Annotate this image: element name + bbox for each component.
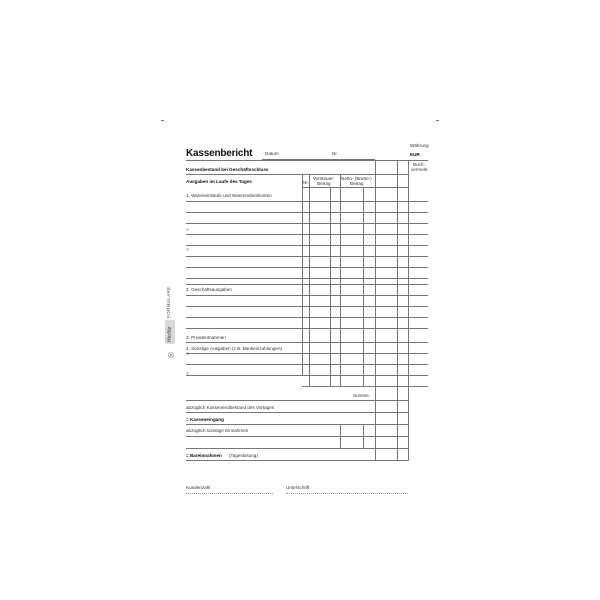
row-line [186,353,428,354]
row-line [186,375,428,376]
bareinnahmen-line [186,460,408,461]
brand-mark-icon [168,345,174,351]
row-line [186,234,428,235]
row-line [186,278,428,279]
unterschrift-line[interactable] [286,493,408,494]
row-line [186,284,428,285]
col-vorsteuer-header-2: Betrag [317,181,331,186]
row-line [186,306,428,307]
column-line-amount-left [375,160,376,461]
row-line [302,386,428,387]
corner-mark-right [436,120,439,121]
row-line [186,328,428,329]
column-line-netto-left [340,174,341,386]
column-line-nr [302,174,303,376]
kundenzahl-label: Kundenzahl [186,485,211,490]
section-4-label: 4. Sonstige Ausgaben (z.B. Bankeinzahlungen) [186,346,283,351]
summe-label: Summe [353,393,369,398]
abzueglich-line [186,412,408,413]
row-line [186,201,428,202]
section-1-label: 1. Wareneinkäufe und Warennebenkosten [186,193,272,198]
section-3-label: 3. Privatentnahmen [186,335,226,340]
header-bottom-line [302,187,408,188]
row-line [186,364,428,365]
ausgaben-label: Ausgaben im Laufe des Tages [186,179,252,184]
punch-hole-upper [186,248,189,251]
buchvermerk-label-2: vermerk [411,167,428,172]
brand-logo-text: Herlitz [167,326,173,342]
row-line [186,223,428,224]
waehrung-value: EUR [410,152,420,157]
column-line-vorsteuer-sep [330,187,331,386]
sonstige-einnahmen-line-1 [186,436,408,437]
section-2-label: 2. Geschäftsausgaben [186,287,232,292]
column-line-amount-sep [397,160,398,461]
punch-hole-top [186,228,189,231]
top-border [186,160,428,161]
column-line-vorsteuer-left [309,174,310,386]
buchvermerk-label-1: Buch- [413,162,426,167]
sonstige-einnahmen-label: abzüglich sonstige Einnahmen [186,428,249,433]
row-line [186,317,428,318]
datum-label: Datum [265,151,279,156]
nr-label: Nr. [332,151,338,156]
column-line-buchvermerk [408,160,409,461]
row-line [186,245,428,246]
abzueglich-label: abzüglich Kassenendbestand des Vortages [186,405,275,410]
kasseneingang-line [186,424,408,425]
kundenzahl-line[interactable] [186,493,273,494]
summe-line [186,400,408,401]
bareinnahmen-label: = Bareinnahmen [186,453,222,458]
brand-strip [165,268,175,344]
unterschrift-label: Unterschrift [286,485,310,490]
row-line [186,267,428,268]
col-netto-header-1: Netto- (Brutto-) [341,176,372,181]
sonstige-einnahmen-line-2 [186,448,408,449]
column-line-netto-sep [363,187,364,386]
col-netto-header-2: Betrag [350,181,364,186]
col-vorsteuer-header-1: Vorsteuer- [313,176,335,181]
kasseneingang-label: = Kasseneingang [186,417,224,422]
row-line [186,256,428,257]
col-nr-header: Nr. [303,180,309,185]
corner-mark-left [161,120,164,121]
row-line [186,212,428,213]
brand-side-text: FORMULARE [166,286,171,318]
waehrung-label: Währung [410,143,429,148]
bareinnahmen-sub: (Tageslosung) [229,453,258,458]
row-line [186,295,428,296]
row-line [186,342,428,343]
form-title: Kassenbericht [186,148,253,159]
kassenbestand-label: Kassenbestand bei Geschäftsschluss [186,167,269,172]
